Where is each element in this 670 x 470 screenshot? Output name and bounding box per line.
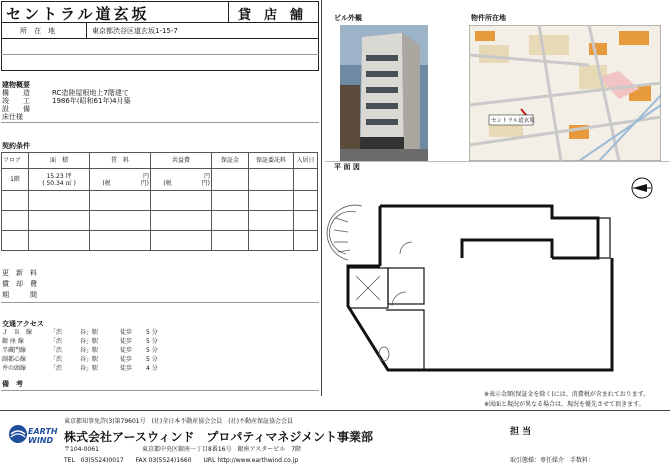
building-name: セントラル道玄坂 [6,5,150,23]
structure-value: RC造陸屋根地上7階建て [52,89,129,97]
contact-person-label: 担 当 [510,427,532,437]
location-value: 東京都渋谷区道玄坂1-15-7 [92,27,178,35]
row-guarantee [249,169,294,191]
row-common [151,169,212,191]
access-row: 半蔵門線 「渋 谷」駅 徒歩 5 分 [2,347,158,354]
location-map [469,25,661,161]
remarks-title: 備 考 [2,380,23,388]
col-floor: フロア [2,153,29,169]
conditions-table [1,152,318,251]
floor-plan [326,170,666,390]
map-title: 物件所在地 [471,14,506,22]
company-address: 東京都中央区銀座一丁目8番16号 銀座アスタービル 7階 [142,446,302,453]
completed-label: 竣 工 [2,97,30,105]
structure-label: 構 造 [2,89,30,97]
equipment-label: 設 備 [2,105,30,113]
row-floor: 1階 [2,169,29,191]
license-text: 東京都知事免許(3)第79601号 (社)全日本不動産協会会員 (社)不動産保証協会会員 [64,418,293,425]
common-value: 円 [203,172,210,180]
note-tax: ※表示金額(保証金を除く)には、消費税が含まれております。 [484,391,650,398]
logo-text-line2: WIND [28,436,54,445]
row-movein [294,169,318,191]
listing-type: 貸 店 舗 [238,8,304,23]
access-row: 銀 座 線 「渋 谷」駅 徒歩 5 分 [2,338,158,345]
rent-tax: (税 円) [102,179,149,187]
note-plan: ※図面と現況が異なる場合は、現況を優先させて頂きます。 [484,401,645,408]
photo-title: ビル外観 [334,14,362,22]
conditions-title: 契約条件 [2,142,30,150]
col-rent: 賃 料 [90,153,151,169]
location-label: 所 在 地 [20,27,55,35]
area-tsubo: 15.23 坪 [46,172,72,180]
earth-wind-logo-icon [8,424,28,444]
completed-value: 1986年(昭和61年)4月築 [52,97,131,105]
company-name: 株式会社アースウィンド プロパティマネジメント事業部 [64,430,374,444]
contact-numbers: TEL 03(5524)0017 FAX 03(5524)1660 URL http://www.earthwind.co.jp [64,457,299,464]
access-title: 交通アクセス [2,320,44,328]
rent-value: 円 [142,172,149,180]
map-pin-label: セントラル道玄坂 [491,118,535,124]
common-tax: (税 円) [163,179,210,187]
logo-text-line1: EARTH [28,427,58,436]
amortization-label: 償 却 費 [2,280,37,288]
col-movein: 入居日 [294,153,318,169]
row-rent [90,169,151,191]
col-common: 共益費 [151,153,212,169]
floorplan-title: 平 面 図 [334,163,360,171]
postal-code: 〒104-0061 [64,446,99,453]
access-list [2,329,202,374]
access-row: 井の頭線 「渋 谷」駅 徒歩 4 分 [2,365,158,372]
term-label: 期 間 [2,291,37,299]
overview-title: 建物概要 [2,81,30,89]
col-guarantee: 保証委託料 [249,153,294,169]
building-photo [340,25,428,161]
row-area [29,169,90,191]
north-arrow-icon [632,178,652,198]
renewal-label: 更 新 料 [2,269,37,277]
trade-terms: 取引態様：専任媒介 手数料： [510,457,595,464]
access-row: Ｊ Ｒ 線 「渋 谷」駅 徒歩 5 分 [2,329,158,336]
row-deposit [212,169,249,191]
floor-spec-label: 床仕様 [2,113,23,121]
col-deposit: 保証金 [212,153,249,169]
col-area: 面 積 [29,153,90,169]
area-m2: ( 50.34 ㎡ ) [42,179,76,187]
access-row: 副都心線 「渋 谷」駅 徒歩 5 分 [2,356,158,363]
